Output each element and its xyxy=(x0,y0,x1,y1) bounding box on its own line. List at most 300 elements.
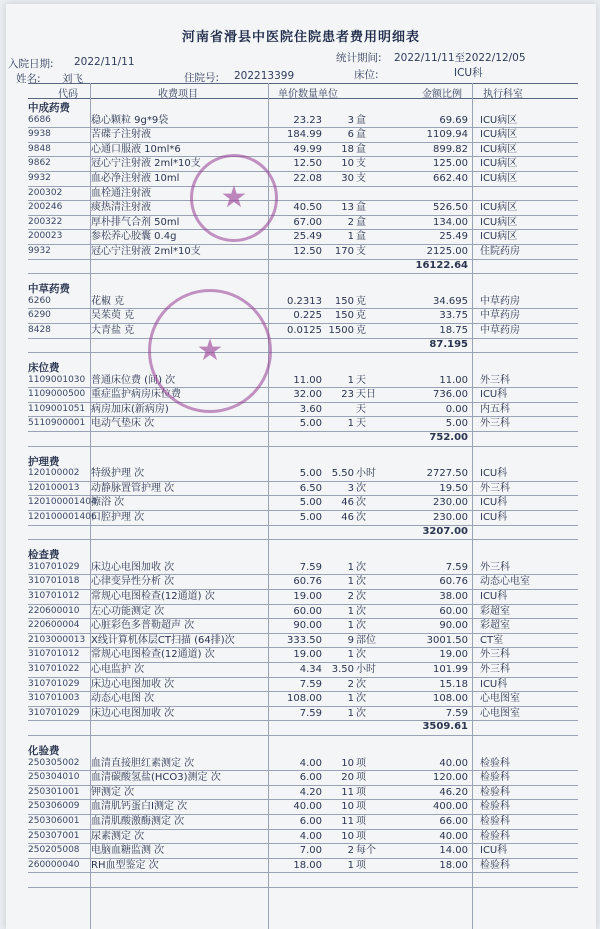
amount: 19.50 xyxy=(439,482,468,494)
hospital-seal: ★ xyxy=(148,289,272,413)
unit-price: 5.00 xyxy=(299,512,322,524)
table-row xyxy=(28,143,578,158)
unit-price: 60.00 xyxy=(293,605,322,617)
item-name: 心电监护 次 xyxy=(91,663,145,675)
unit-price: 7.59 xyxy=(299,678,322,690)
amount: 230.00 xyxy=(433,512,468,524)
table-row xyxy=(28,230,578,245)
unit: 次 xyxy=(356,576,366,588)
amount: 125.00 xyxy=(433,158,468,170)
quantity: 18 xyxy=(341,143,354,155)
item-code: 250304010 xyxy=(28,772,80,783)
unit: 天 xyxy=(356,403,366,415)
item-code: 250301001 xyxy=(28,786,80,797)
unit: 盒 xyxy=(356,231,366,243)
amount: 7.59 xyxy=(445,561,468,573)
exec-dept: ICU病区 xyxy=(480,158,518,170)
exec-dept: 外三科 xyxy=(480,561,510,573)
table-row xyxy=(28,245,578,260)
item-name: 血清碳酸氢盐(HCO3)测定 次 xyxy=(91,772,221,784)
unit: 天 xyxy=(356,418,366,430)
item-code: 9862 xyxy=(28,158,51,169)
quantity: 46 xyxy=(341,512,354,524)
fee-table xyxy=(28,100,578,895)
item-name: 血清肌酸激酶测定 次 xyxy=(91,815,185,827)
exec-dept: ICU病区 xyxy=(480,114,518,126)
exec-dept: ICU病区 xyxy=(480,129,518,141)
subtotal-row xyxy=(28,432,578,447)
exec-dept: 外三科 xyxy=(480,482,510,494)
quantity: 1 xyxy=(347,374,354,386)
hospital-seal: ★ xyxy=(190,154,278,242)
exec-dept: 动态心电室 xyxy=(480,576,530,588)
item-code: 310701012 xyxy=(28,649,80,660)
exec-dept: 住院药房 xyxy=(480,245,520,257)
unit-price: 0.0125 xyxy=(287,324,322,336)
amount: 15.18 xyxy=(439,678,468,690)
unit: 次 xyxy=(356,591,366,602)
item-name: 病房加床(新病房) xyxy=(91,403,169,415)
quantity: 2 xyxy=(347,845,354,857)
amount: 400.00 xyxy=(433,801,468,813)
unit: 项 xyxy=(356,815,366,827)
item-code: 310701003 xyxy=(28,693,80,704)
unit: 盒 xyxy=(356,129,366,141)
quantity: 1 xyxy=(347,561,354,573)
table-row xyxy=(28,692,578,707)
item-code: 310701029 xyxy=(28,561,80,572)
table-row xyxy=(28,830,578,845)
unit-price: 32.00 xyxy=(293,389,322,401)
table-row xyxy=(28,496,578,511)
item-name: 血栓通注射液 xyxy=(91,187,151,199)
quantity: 1 xyxy=(347,620,354,632)
item-name: 尿素测定 次 xyxy=(91,830,145,842)
item-name: 冠心宁注射液 2ml*10支 xyxy=(91,158,201,170)
item-code: 310701029 xyxy=(28,707,80,718)
amount: 134.00 xyxy=(433,216,468,228)
table-row xyxy=(28,771,578,786)
table-row xyxy=(28,634,578,649)
exec-dept: 检验科 xyxy=(480,830,510,842)
quantity: 1 xyxy=(347,707,354,719)
quantity: 11 xyxy=(341,786,354,798)
amount: 662.40 xyxy=(433,172,468,184)
table-row xyxy=(28,605,578,620)
item-code: 250306009 xyxy=(28,801,80,812)
table-row xyxy=(28,172,578,187)
unit: 项 xyxy=(356,772,366,784)
ward-value: ICU科 xyxy=(454,67,483,79)
section-subtotal: 752.00 xyxy=(429,432,468,444)
unit-price: 19.00 xyxy=(293,591,322,602)
item-name: 稳心颗粒 9g*9袋 xyxy=(91,114,169,126)
item-code: 200302 xyxy=(28,187,63,198)
item-code: 1109001051 xyxy=(28,403,86,414)
amount: 736.00 xyxy=(433,389,468,401)
item-name: 厚朴排气合剂 50ml xyxy=(91,216,180,228)
amount: 7.59 xyxy=(445,707,468,719)
item-code: 220600010 xyxy=(28,605,80,616)
quantity: 150 xyxy=(334,295,354,307)
amount: 34.695 xyxy=(433,295,468,307)
unit-price: 333.50 xyxy=(287,634,322,646)
item-code: 120100001404 xyxy=(28,497,97,508)
item-name: 床边心电图加收 次 xyxy=(91,707,175,719)
unit-price: 12.50 xyxy=(293,158,322,170)
unit: 每个 xyxy=(356,845,376,857)
unit-price: 67.00 xyxy=(293,216,322,228)
quantity: 1 xyxy=(347,576,354,588)
exec-dept: ICU病区 xyxy=(480,172,518,184)
col-code: 代码 xyxy=(58,89,78,100)
section-subtotal: 87.195 xyxy=(429,338,468,350)
unit: 次 xyxy=(356,512,366,524)
table-row xyxy=(28,201,578,216)
item-name: 常规心电图检查(12通道) 次 xyxy=(91,649,215,661)
item-code: 220600004 xyxy=(28,620,80,631)
quantity: 3 xyxy=(347,114,354,126)
item-code: 6290 xyxy=(28,310,51,321)
unit-price: 18.00 xyxy=(293,859,322,871)
table-row xyxy=(28,388,578,403)
table-row xyxy=(28,757,578,772)
exec-dept: 检验科 xyxy=(480,786,510,798)
exec-dept: 外三科 xyxy=(480,374,510,386)
amount: 899.82 xyxy=(433,143,468,155)
item-name: 花椒 克 xyxy=(91,295,125,307)
section-subtotal: 3509.61 xyxy=(422,721,468,733)
amount: 18.75 xyxy=(439,324,468,336)
item-name: 电动气垫床 次 xyxy=(91,418,155,430)
inpatient-no-label: 住院号: xyxy=(184,72,220,84)
item-name: 床边心电图加收 次 xyxy=(91,678,175,690)
unit: 支 xyxy=(356,245,366,257)
amount: 2727.50 xyxy=(426,468,468,480)
item-code: 260000040 xyxy=(28,859,80,870)
col-amount-ratio: 金额比例 xyxy=(422,89,462,100)
subtotal-row xyxy=(28,339,578,354)
subtotal-row xyxy=(28,526,578,541)
item-name: 参松养心胶囊 0.4g xyxy=(91,231,177,243)
section-gap xyxy=(28,888,578,895)
unit-price: 4.34 xyxy=(299,663,322,675)
amount: 40.00 xyxy=(439,830,468,842)
item-name: 心脏彩色多普勒超声 次 xyxy=(91,620,195,632)
exec-dept: 心电图室 xyxy=(480,707,520,719)
unit: 克 xyxy=(356,310,366,322)
table-row xyxy=(28,663,578,678)
quantity: 2 xyxy=(347,678,354,690)
amount: 38.00 xyxy=(439,591,468,602)
section-title: 中成药费 xyxy=(28,102,70,114)
unit-price: 7.59 xyxy=(299,561,322,573)
exec-dept: 检验科 xyxy=(480,801,510,813)
exec-dept: 检验科 xyxy=(480,859,510,871)
table-row xyxy=(28,374,578,389)
amount: 2125.00 xyxy=(426,245,468,257)
amount: 526.50 xyxy=(433,202,468,214)
amount: 40.00 xyxy=(439,757,468,769)
exec-dept: ICU科 xyxy=(480,845,508,857)
amount: 5.00 xyxy=(445,418,468,430)
table-row xyxy=(28,575,578,590)
unit-price: 0.2313 xyxy=(287,295,322,307)
unit-price: 0.225 xyxy=(293,310,322,322)
quantity: 1 xyxy=(347,605,354,617)
table-row xyxy=(28,590,578,605)
table-row xyxy=(28,295,578,310)
item-code: 200322 xyxy=(28,216,63,227)
amount: 18.00 xyxy=(439,859,468,871)
col-item: 收费项目 xyxy=(158,89,198,100)
item-code: 8428 xyxy=(28,324,51,335)
unit: 次 xyxy=(356,482,366,494)
table-row xyxy=(28,128,578,143)
item-code: 310701012 xyxy=(28,591,80,601)
quantity: 5.50 xyxy=(331,468,354,480)
quantity: 3.50 xyxy=(331,663,354,675)
item-code: 310701029 xyxy=(28,678,80,689)
unit: 盒 xyxy=(356,114,366,126)
item-name: 擦浴 次 xyxy=(91,497,125,509)
quantity: 11 xyxy=(341,815,354,827)
unit-price: 49.99 xyxy=(293,143,322,155)
amount: 230.00 xyxy=(433,497,468,509)
item-name: 钾测定 次 xyxy=(91,786,135,798)
unit: 次 xyxy=(356,497,366,509)
fee-statement-page xyxy=(6,4,596,929)
subtotal-row xyxy=(28,873,578,888)
quantity: 2 xyxy=(347,591,354,602)
item-code: 120100013 xyxy=(28,482,80,493)
unit-price: 11.00 xyxy=(293,374,322,386)
exec-dept: ICU病区 xyxy=(480,216,518,228)
section-title: 化验费 xyxy=(28,744,60,757)
table-row xyxy=(28,511,578,526)
quantity: 10 xyxy=(341,757,354,769)
item-name: 左心功能测定 次 xyxy=(91,605,165,617)
item-code: 250205008 xyxy=(28,845,80,856)
exec-dept: 内五科 xyxy=(480,403,510,415)
amount: 33.75 xyxy=(439,310,468,322)
exec-dept: 外三科 xyxy=(480,418,510,430)
item-code: 310701022 xyxy=(28,663,80,674)
item-code: 9848 xyxy=(28,143,51,154)
inpatient-no-value: 202213399 xyxy=(234,70,295,82)
unit-price: 3.60 xyxy=(299,403,322,415)
exec-dept: 心电图室 xyxy=(480,693,520,705)
table-row xyxy=(28,859,578,874)
section-title: 床位费 xyxy=(28,362,60,375)
item-code: 120100001406 xyxy=(28,512,97,523)
item-code: 250306001 xyxy=(28,815,80,826)
unit-price: 40.50 xyxy=(293,202,322,214)
unit-price: 4.00 xyxy=(299,830,322,842)
item-name: 口腔护理 次 xyxy=(91,512,145,524)
unit: 小时 xyxy=(356,663,376,675)
unit: 次 xyxy=(356,693,366,705)
amount: 69.69 xyxy=(439,114,468,126)
unit: 部位 xyxy=(356,634,376,646)
exec-dept: 检验科 xyxy=(480,757,510,769)
item-name: 心通口服液 10ml*6 xyxy=(91,143,181,155)
quantity: 1 xyxy=(347,649,354,661)
exec-dept: 外三科 xyxy=(480,663,510,675)
exec-dept: ICU科 xyxy=(480,591,508,602)
exec-dept: ICU科 xyxy=(480,389,508,401)
unit-price: 4.00 xyxy=(299,757,322,769)
quantity: 30 xyxy=(341,172,354,184)
section-gap xyxy=(28,447,578,454)
item-name: 心律变异性分析 次 xyxy=(91,576,175,588)
amount: 19.00 xyxy=(439,649,468,661)
unit: 次 xyxy=(356,561,366,573)
amount: 90.00 xyxy=(439,620,468,632)
col-price-qty-unit: 单价数量单位 xyxy=(278,89,338,100)
exec-dept: ICU科 xyxy=(480,497,508,509)
exec-dept: ICU科 xyxy=(480,678,508,690)
amount: 14.00 xyxy=(439,845,468,857)
amount: 46.20 xyxy=(439,786,468,798)
amount: 108.00 xyxy=(433,693,468,705)
table-row xyxy=(28,707,578,722)
admit-date-value: 2022/11/11 xyxy=(74,56,135,68)
unit: 项 xyxy=(356,801,366,813)
item-code: 9932 xyxy=(28,172,51,183)
table-row xyxy=(28,482,578,497)
item-code: 250305002 xyxy=(28,757,80,768)
unit: 项 xyxy=(356,757,366,769)
exec-dept: 检验科 xyxy=(480,772,510,784)
unit: 盒 xyxy=(356,202,366,214)
unit-price: 5.00 xyxy=(299,497,322,509)
unit: 支 xyxy=(356,172,366,184)
patient-name-label: 姓名: xyxy=(16,73,41,85)
unit: 次 xyxy=(356,605,366,617)
amount: 1109.94 xyxy=(426,129,468,141)
amount: 60.00 xyxy=(439,605,468,617)
item-code: 250307001 xyxy=(28,830,80,841)
quantity: 10 xyxy=(341,158,354,170)
item-code: 6686 xyxy=(28,114,51,125)
exec-dept: ICU科 xyxy=(480,512,508,524)
quantity: 9 xyxy=(347,634,354,646)
unit: 项 xyxy=(356,859,366,871)
item-name: 痰热清注射液 xyxy=(91,202,151,214)
item-name: 血清肌钙蛋白I测定 次 xyxy=(91,801,188,813)
item-name: 重症监护病房床位费 xyxy=(91,389,181,401)
unit: 次 xyxy=(356,707,366,719)
unit-price: 5.00 xyxy=(299,468,322,480)
unit: 支 xyxy=(356,158,366,170)
quantity: 1500 xyxy=(328,324,354,336)
section-subtotal: 3207.00 xyxy=(422,525,468,537)
quantity: 1 xyxy=(347,418,354,430)
unit-price: 90.00 xyxy=(293,620,322,632)
admit-date-label: 入院日期: xyxy=(8,58,54,70)
item-code: 2103000013 xyxy=(28,634,86,645)
section-title: 护理费 xyxy=(28,455,60,468)
quantity: 10 xyxy=(341,830,354,842)
col-dept: 执行科室 xyxy=(483,89,523,100)
item-name: 动态心电图 次 xyxy=(91,693,155,705)
unit-price: 25.49 xyxy=(293,231,322,243)
amount: 101.99 xyxy=(433,663,468,675)
item-name: 电脑血糖监测 次 xyxy=(91,845,165,857)
unit: 克 xyxy=(356,324,366,336)
table-row xyxy=(28,114,578,129)
unit-price: 40.00 xyxy=(293,801,322,813)
exec-dept: ICU病区 xyxy=(480,231,518,243)
item-name: X线计算机体层CT扫描 (64排)次 xyxy=(91,634,235,646)
item-code: 5110900001 xyxy=(28,418,86,429)
table-row xyxy=(28,309,578,324)
amount: 66.00 xyxy=(439,815,468,827)
unit-price: 184.99 xyxy=(287,129,322,141)
quantity: 46 xyxy=(341,497,354,509)
amount: 120.00 xyxy=(433,772,468,784)
item-code: 9938 xyxy=(28,129,51,140)
quantity: 1 xyxy=(347,859,354,871)
exec-dept: 彩超室 xyxy=(480,605,510,617)
unit: 天 xyxy=(356,374,366,386)
table-row xyxy=(28,786,578,801)
quantity: 3 xyxy=(347,482,354,494)
quantity: 10 xyxy=(341,801,354,813)
quantity: 13 xyxy=(341,202,354,214)
item-name: 床边心电图加收 次 xyxy=(91,561,175,573)
unit: 盒 xyxy=(356,216,366,228)
unit-price: 60.76 xyxy=(293,576,322,588)
table-row xyxy=(28,417,578,432)
unit-price: 6.00 xyxy=(299,772,322,784)
unit: 天日 xyxy=(356,389,376,401)
section-gap xyxy=(28,274,578,281)
item-code: 1109001030 xyxy=(28,374,86,385)
table-header xyxy=(28,83,578,99)
subtotal-row xyxy=(28,721,578,736)
unit-price: 6.50 xyxy=(299,482,322,494)
unit: 项 xyxy=(356,830,366,842)
quantity: 170 xyxy=(334,245,354,257)
exec-dept: 中草药房 xyxy=(480,295,520,307)
unit-price: 4.20 xyxy=(299,786,322,798)
exec-dept: 检验科 xyxy=(480,815,510,827)
unit-price: 5.00 xyxy=(299,418,322,430)
amount: 11.00 xyxy=(439,374,468,386)
table-row xyxy=(28,815,578,830)
exec-dept: 外三科 xyxy=(480,649,510,661)
item-name: 动静脉置管护理 次 xyxy=(91,482,175,494)
unit-price: 19.00 xyxy=(293,649,322,661)
section-gap xyxy=(28,736,578,743)
unit: 盒 xyxy=(356,143,366,155)
quantity: 23 xyxy=(341,389,354,401)
section-title: 中草药费 xyxy=(28,283,70,296)
item-name: 特级护理 次 xyxy=(91,468,145,480)
quantity: 1 xyxy=(347,693,354,705)
item-name: RH血型鉴定 次 xyxy=(91,859,159,871)
unit-price: 22.08 xyxy=(293,172,322,184)
quantity: 20 xyxy=(341,772,354,784)
item-name: 普通床位费 (间) 次 xyxy=(91,374,176,386)
section-subtotal: 16122.64 xyxy=(415,259,468,271)
item-name: 冠心宁注射液 2ml*10支 xyxy=(91,245,201,257)
table-row xyxy=(28,561,578,576)
unit: 次 xyxy=(356,678,366,690)
unit: 次 xyxy=(356,620,366,632)
